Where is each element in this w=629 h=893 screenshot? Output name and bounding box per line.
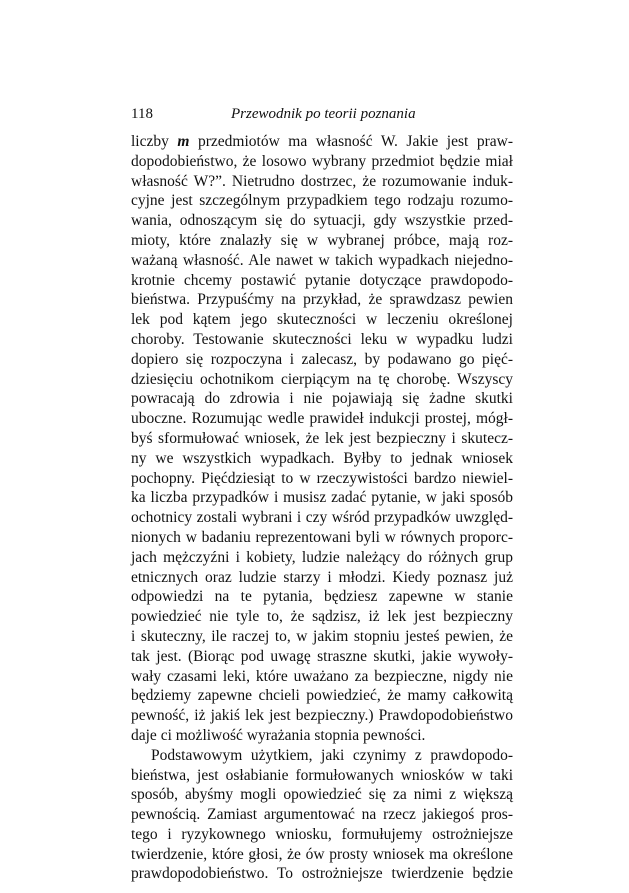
text-line: pochopny. Pięćdziesiąt to w rzeczywistości bardzo niewiel- [131, 469, 513, 487]
text-line: będziemy zapewne chcieli powiedzieć, że mamy całkowitą [131, 687, 513, 705]
paragraph-2 [131, 746, 513, 885]
text-line: odpowiedzi na te pytania, będziesz zapewne w stanie [131, 588, 513, 606]
text-line: bieństwa. Przypuśćmy na przykład, że sprawdzasz pewien [131, 291, 513, 309]
text-line: etnicznych oraz ludzie starzy i młodzi. Kiedy poznasz już [131, 568, 513, 586]
text-line: dopodobieństwo, że losowo wybrany przedmiot będzie miał [131, 152, 513, 170]
running-title: Przewodnik po teorii poznania [231, 106, 416, 122]
text-line: sposób, abyśmy mogli opowiedzieć się za nimi z większą [131, 786, 513, 804]
text-line: i skuteczny, ile raczej to, w jakim stopniu jesteś pewien, że [131, 627, 513, 645]
text-line: mioty, które znalazły się w wybranej próbce, mają roz- [131, 231, 513, 249]
text-line: dopiero się rozpoczyna i zalecasz, by podawano go pięć- [131, 350, 513, 368]
text-line: daje ci możliwość wyrażania stopnia pewności. [131, 726, 426, 744]
body-text [131, 132, 513, 884]
text-line: krotnie chcemy postawić pytanie dotyczące prawdopodo- [131, 271, 513, 289]
text-line: pewność, iż jakiś lek jest bezpieczny.) Prawdopodobieństwo [131, 707, 513, 725]
text-line: tak jest. (Biorąc pod uwagę straszne skutki, jakie wywoły- [131, 647, 513, 665]
text-line: własność W?”. Nietrudno dostrzec, że rozumowanie induk- [131, 172, 513, 190]
page-number: 118 [131, 106, 153, 122]
text-line: Podstawowym użytkiem, jaki czynimy z prawdopodo- [151, 746, 513, 764]
text-line: byś sformułować wniosek, że lek jest bezpieczny i skutecz- [131, 429, 513, 447]
text-line: wały czasami leki, które uważano za bezpieczne, nigdy nie [131, 667, 513, 685]
text-line: powiedzieć nie tyle to, że sądzisz, iż lek jest bezpieczny [131, 608, 513, 626]
text-line: liczby m przedmiotów ma własność W. Jakie jest praw- [131, 133, 513, 150]
text-line: ka liczba przypadków i musisz zadać pytanie, w jaki sposób [131, 489, 513, 507]
text-line: pewnością. Zamiast argumentować na rzecz jakiegoś pros- [131, 806, 513, 824]
text-line: bieństwa, jest osłabianie formułowanych wniosków w taki [131, 766, 513, 784]
text-line: uboczne. Rozumując wedle prawideł indukcji prostej, mógł- [131, 410, 513, 428]
text-line: ważaną własność. Ale nawet w takich wypadkach niejedno- [131, 251, 513, 269]
text-line: dziesięciu ochotnikom cierpiącym na tę chorobę. Wszyscy [131, 370, 513, 388]
text-line: choroby. Testowanie skuteczności leku w wypadku ludzi [131, 330, 513, 348]
paragraph-1 [131, 132, 513, 746]
text-line: lek pod kątem jego skuteczności w leczeniu określonej [131, 311, 513, 329]
text-line: cyjne jest szczególnym przypadkiem tego rodzaju rozumo- [131, 192, 513, 210]
text-line: ny we wszystkich wypadkach. Byłby to jednak wniosek [131, 449, 513, 467]
text-line: nionych w badaniu reprezentowani byli w równych proporc- [131, 528, 513, 546]
text-line: ochotnicy zostali wybrani i czy wśród przypadków uwzględ- [131, 509, 513, 527]
text-line: powracają do zdrowia i nie pojawiają się żadne skutki [131, 390, 513, 408]
text-line: wania, odnoszącym się do sytuacji, gdy wszystkie przed- [131, 212, 513, 230]
text-line: jach mężczyźni i kobiety, ludzie należący do różnych grup [131, 548, 513, 566]
text-line: twierdzenie, które głosi, że ów prosty wniosek ma określone [131, 845, 513, 863]
page-header [131, 103, 513, 125]
text-line: prawdopodobieństwo. To ostrożniejsze twierdzenie będzie [131, 865, 513, 883]
text-line: tego i ryzykownego wniosku, formułujemy ostrożniejsze [131, 825, 513, 843]
